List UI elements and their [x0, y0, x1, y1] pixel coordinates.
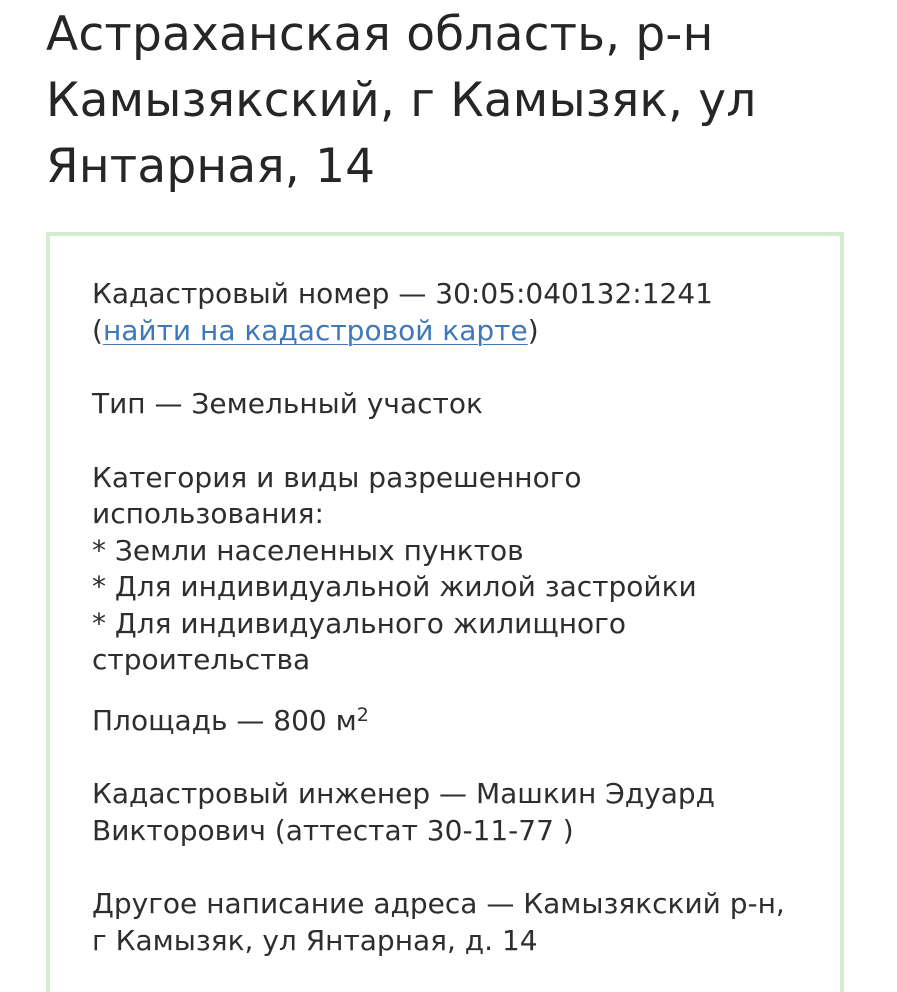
cadastral-number-value: 30:05:040132:1241: [435, 277, 713, 310]
area-value: 800 м: [273, 703, 357, 737]
engineer-separator: —: [430, 777, 476, 810]
category-block: [92, 460, 792, 679]
cadastral-number-label: Кадастровый номер: [92, 277, 390, 310]
engineer-value: Машкин Эдуард Викторович (аттестат 30-11-77 ): [92, 777, 715, 847]
cadastral-map-link[interactable]: найти на кадастровой карте: [102, 313, 528, 347]
page-title: Астраханская область, р-н Камызякский, г Камызяк, ул Янтарная, 14: [46, 7, 757, 194]
category-label: Категория и виды разрешенного использования:: [92, 460, 582, 530]
alt-address-value: Камызякский р-н, г Камызяк, ул Янтарная, д. 14: [92, 887, 785, 957]
cadastral-number-separator: —: [389, 277, 436, 310]
alt-address-label: Другое написание адреса: [92, 887, 478, 920]
area-unit-superscript: 2: [356, 703, 369, 726]
link-open-paren: (: [92, 313, 103, 347]
property-info-body: [92, 276, 792, 959]
category-item: * Для индивидуального жилищного строительства: [92, 606, 627, 676]
area-row: [92, 703, 792, 740]
type-label: Тип: [92, 387, 146, 420]
alt-address-row: [92, 886, 792, 959]
type-row: [92, 386, 792, 423]
engineer-label: Кадастровый инженер: [92, 777, 431, 810]
alt-address-separator: —: [477, 887, 524, 920]
type-value: Земельный участок: [191, 387, 483, 420]
property-info-card: [46, 232, 844, 992]
category-item: * Для индивидуальной жилой застройки: [92, 570, 697, 603]
type-separator: —: [145, 387, 192, 420]
category-item: * Земли населенных пунктов: [92, 533, 524, 567]
cadastral-number-row: [92, 276, 792, 349]
area-separator: —: [227, 703, 274, 737]
engineer-row: [92, 776, 792, 849]
link-close-paren: ): [527, 313, 539, 347]
area-label: Площадь: [92, 703, 228, 737]
